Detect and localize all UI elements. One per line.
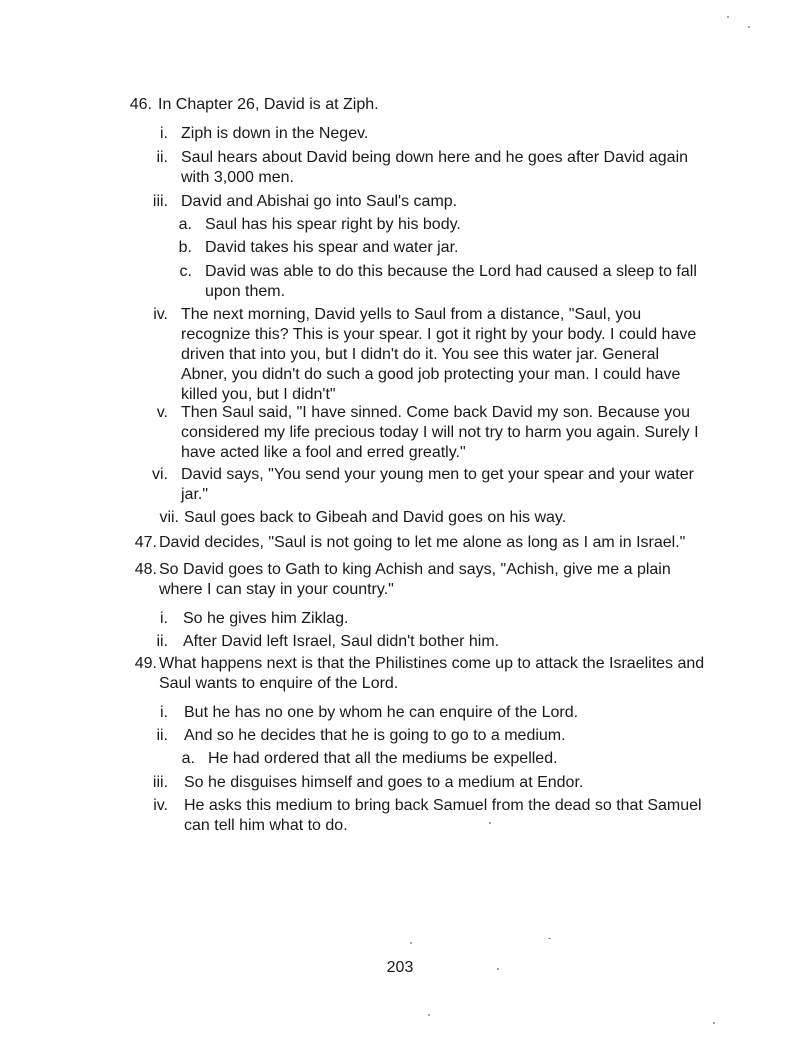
item-text: So he gives him Ziklag. — [183, 610, 349, 627]
item-text: Saul hears about David being down here and he goes after David again — [181, 149, 689, 166]
item-text: have acted like a fool and erred greatly." — [181, 444, 466, 461]
item-text: And so he decides that he is going to go to a medium. — [184, 727, 566, 744]
scan-speck — [713, 1022, 715, 1024]
scan-speck — [428, 1014, 430, 1016]
item-text: He had ordered that all the mediums be expelled. — [208, 750, 558, 767]
item-number: 49. — [134, 655, 157, 672]
item-number: i. — [160, 125, 168, 142]
item-text: can tell him what to do. — [184, 817, 348, 834]
item-text: upon them. — [205, 283, 286, 300]
item-text: jar." — [181, 486, 209, 503]
item-text: Abner, you didn't do such a good job protecting your man. I could have — [181, 366, 681, 383]
item-text: David takes his spear and water jar. — [205, 239, 459, 256]
item-text: driven that into you, but I didn't do it. You see this water jar. General — [181, 346, 660, 363]
item-letter: a. — [178, 216, 192, 233]
scan-speck — [727, 16, 729, 18]
item-letter: b. — [178, 239, 192, 256]
item-number: 48. — [134, 561, 157, 578]
item-text: Saul wants to enquire of the Lord. — [159, 675, 399, 692]
item-text: with 3,000 men. — [181, 169, 294, 186]
item-text: Saul has his spear right by his body. — [205, 216, 461, 233]
item-letter: c. — [179, 263, 192, 280]
item-number: vi. — [152, 466, 168, 483]
scan-speck — [497, 968, 499, 970]
item-number: vii. — [159, 509, 179, 526]
item-text: where I can stay in your country." — [159, 581, 394, 598]
item-text: considered my life precious today I will not try to harm you again. Surely I — [181, 424, 699, 441]
item-number: i. — [160, 704, 168, 721]
item-number: iv. — [153, 306, 168, 323]
item-text: He asks this medium to bring back Samuel from the dead so that Samuel — [184, 797, 702, 814]
item-number: 46. — [129, 96, 152, 113]
item-text: So David goes to Gath to king Achish and says, "Achish, give me a plain — [159, 561, 671, 578]
item-number: ii. — [156, 727, 168, 744]
item-number: v. — [156, 404, 168, 421]
item-number: ii. — [156, 633, 168, 650]
item-number: iii. — [152, 774, 168, 791]
item-text: Saul goes back to Gibeah and David goes on his way. — [184, 509, 567, 526]
item-text: Then Saul said, "I have sinned. Come back David my son. Because you — [181, 404, 691, 421]
item-number: i. — [160, 610, 168, 627]
scan-speck — [489, 822, 491, 824]
item-number: iii. — [152, 193, 168, 210]
item-text: In Chapter 26, David is at Ziph. — [158, 96, 379, 113]
item-text: But he has no one by whom he can enquire of the Lord. — [184, 704, 579, 721]
item-text: The next morning, David yells to Saul from a distance, "Saul, you — [181, 306, 642, 323]
item-number: ii. — [156, 149, 168, 166]
item-text: David decides, "Saul is not going to let me alone as long as I am in Israel." — [159, 534, 686, 551]
item-text: David says, "You send your young men to get your spear and your water — [181, 466, 694, 483]
item-letter: a. — [181, 750, 195, 767]
scan-speck — [410, 942, 412, 944]
scan-speck — [548, 938, 551, 939]
item-text: killed you, but I didn't" — [181, 386, 336, 403]
item-text: David and Abishai go into Saul's camp. — [181, 193, 458, 210]
item-number: 47. — [134, 534, 157, 551]
item-text: So he disguises himself and goes to a medium at Endor. — [184, 774, 584, 791]
page-number: 203 — [386, 959, 414, 976]
item-text: recognize this? This is your spear. I got it right by your body. I could have — [181, 326, 697, 343]
item-text: What happens next is that the Philistines come up to attack the Israelites and — [159, 655, 705, 672]
scan-speck — [748, 26, 750, 28]
item-text: David was able to do this because the Lord had caused a sleep to fall — [205, 263, 697, 280]
item-text: After David left Israel, Saul didn't bother him. — [183, 633, 500, 650]
item-text: Ziph is down in the Negev. — [181, 125, 369, 142]
item-number: iv. — [153, 797, 168, 814]
